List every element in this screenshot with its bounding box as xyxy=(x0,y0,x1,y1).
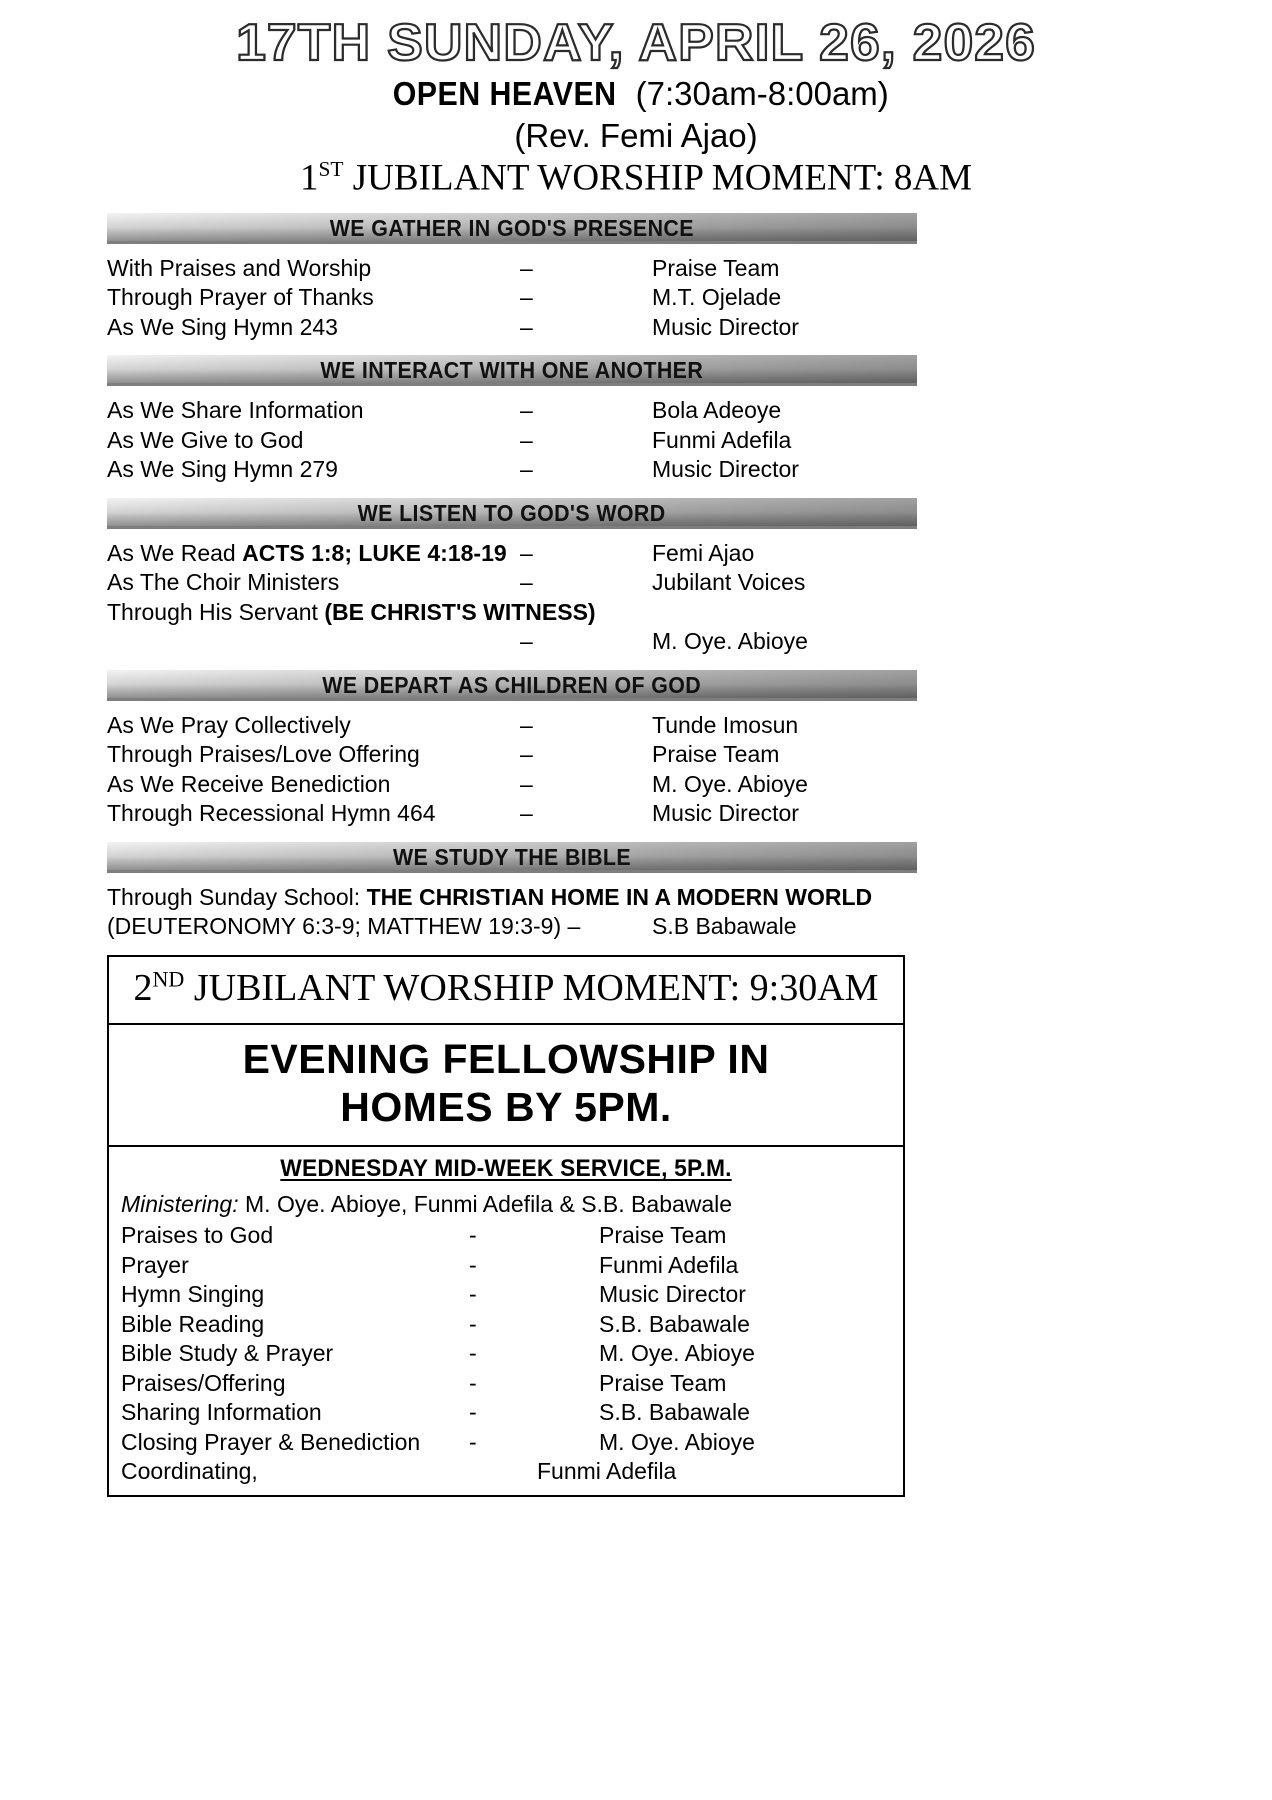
first-worship-moment-heading xyxy=(0,157,1272,200)
service-item: Through Prayer of Thanks xyxy=(107,284,374,311)
service-order-list xyxy=(107,396,1007,485)
service-dash: – xyxy=(520,456,533,483)
ministering-label: Ministering: xyxy=(121,1191,239,1218)
service-item: As We Give to God xyxy=(107,426,304,453)
wednesday-row xyxy=(121,1398,903,1428)
section-we-listen xyxy=(0,498,1272,657)
wednesday-service-section xyxy=(109,1147,903,1494)
section-we-study xyxy=(0,842,1272,942)
service-dash: – xyxy=(520,397,533,424)
moment-number: 1 xyxy=(299,156,319,198)
moment2-number: 2 xyxy=(133,967,153,1009)
service-row xyxy=(107,396,1007,426)
section-bar-wrap xyxy=(107,498,917,529)
wednesday-dash: - xyxy=(469,1281,477,1308)
service-person: Tunde Imosun xyxy=(652,711,799,738)
wednesday-dash: - xyxy=(469,1251,477,1278)
service-dash: – xyxy=(520,800,533,827)
wednesday-dash: - xyxy=(469,1428,477,1455)
wednesday-dash: - xyxy=(469,1222,477,1249)
service-person: Femi Ajao xyxy=(652,539,755,566)
wednesday-person: M. Oye. Abioye xyxy=(599,1340,755,1367)
section-heading-label: WE STUDY THE BIBLE xyxy=(392,843,632,870)
scripture-reference: (DEUTERONOMY 6:3-9; MATTHEW 19:3-9) – xyxy=(107,913,581,940)
service-person: Music Director xyxy=(652,456,799,483)
section-bar-wrap xyxy=(107,355,917,386)
service-item xyxy=(107,539,507,569)
open-heaven-line xyxy=(0,75,1272,114)
service-row xyxy=(107,740,1007,770)
service-dash: – xyxy=(520,741,533,768)
wednesday-service-list xyxy=(109,1221,903,1495)
service-person: Jubilant Voices xyxy=(652,569,806,596)
moment2-text: JUBILANT WORSHIP MOMENT: 9:30AM xyxy=(184,967,879,1009)
service-person: Music Director xyxy=(652,800,799,827)
service-row xyxy=(107,254,1007,284)
section-heading-label: WE LISTEN TO GOD'S WORD xyxy=(358,499,666,526)
wednesday-person: Praise Team xyxy=(599,1369,727,1396)
service-dash: – xyxy=(520,539,533,566)
wednesday-row xyxy=(121,1280,903,1310)
wednesday-item: Closing Prayer & Benediction xyxy=(121,1428,421,1455)
wednesday-row xyxy=(121,1428,903,1458)
moment-ordinal-suffix: ST xyxy=(318,156,344,181)
section-heading-label: WE DEPART AS CHILDREN OF GOD xyxy=(322,671,702,698)
wednesday-person: Praise Team xyxy=(599,1222,727,1249)
ministering-line xyxy=(109,1185,903,1221)
section-header-bar xyxy=(107,842,917,873)
service-order-list xyxy=(107,539,1007,657)
service-dash: – xyxy=(520,313,533,340)
coordinating-label: Coordinating, xyxy=(121,1458,258,1485)
section-heading-label: WE INTERACT WITH ONE ANOTHER xyxy=(320,357,704,384)
service-row xyxy=(107,598,1007,628)
page-title: 17TH SUNDAY, APRIL 26, 2026 xyxy=(236,14,1036,72)
service-person: Praise Team xyxy=(652,741,780,768)
wednesday-person: M. Oye. Abioye xyxy=(599,1428,755,1455)
service-row xyxy=(107,455,1007,485)
document-header xyxy=(0,16,1272,200)
service-row xyxy=(107,539,1007,569)
wednesday-row xyxy=(121,1221,903,1251)
sermon-title: (BE CHRIST'S WITNESS) xyxy=(324,598,596,625)
service-person: S.B Babawale xyxy=(652,913,797,940)
wednesday-row xyxy=(121,1339,903,1369)
evening-fellowship-heading xyxy=(109,1025,903,1146)
section-we-depart xyxy=(0,670,1272,829)
second-worship-moment-section xyxy=(109,957,903,1025)
section-header-bar xyxy=(107,498,917,529)
service-item-text: Through His Servant xyxy=(107,598,325,625)
wednesday-dash: - xyxy=(469,1369,477,1396)
service-row xyxy=(107,711,1007,741)
service-dash: – xyxy=(520,711,533,738)
coordinating-person: Funmi Adefila xyxy=(537,1458,677,1485)
service-item: With Praises and Worship xyxy=(107,254,372,281)
service-row xyxy=(107,883,1007,913)
service-person: Funmi Adefila xyxy=(652,426,792,453)
scripture-reference: ACTS 1:8; LUKE 4:18-19 xyxy=(242,539,507,566)
wednesday-dash: - xyxy=(469,1310,477,1337)
wednesday-dash: - xyxy=(469,1399,477,1426)
ministering-names: M. Oye. Abioye, Funmi Adefila & S.B. Babawale xyxy=(238,1191,733,1218)
service-dash: – xyxy=(520,284,533,311)
section-heading-label: WE GATHER IN GOD'S PRESENCE xyxy=(329,214,695,241)
wednesday-item: Praises/Offering xyxy=(121,1369,286,1396)
service-row xyxy=(107,627,1007,657)
service-dash: – xyxy=(520,628,533,655)
wednesday-row xyxy=(121,1369,903,1399)
wednesday-person: Funmi Adefila xyxy=(599,1251,739,1278)
service-row xyxy=(107,283,1007,313)
evening-fellowship-line-2: HOMES BY 5PM. xyxy=(340,1083,672,1130)
service-row xyxy=(107,912,1007,942)
evening-fellowship-line-1: EVENING FELLOWSHIP IN xyxy=(242,1035,770,1082)
service-item: As We Sing Hymn 279 xyxy=(107,456,338,483)
service-dash: – xyxy=(520,254,533,281)
evening-fellowship-section xyxy=(109,1025,903,1148)
service-dash: – xyxy=(520,770,533,797)
wednesday-person: Music Director xyxy=(599,1281,746,1308)
moment2-ordinal-suffix: ND xyxy=(152,966,185,992)
service-item: As We Share Information xyxy=(107,397,364,424)
wednesday-dash: - xyxy=(469,1340,477,1367)
announcements-box xyxy=(107,955,905,1497)
wednesday-item: Praises to God xyxy=(121,1222,274,1249)
minister-name: (Rev. Femi Ajao) xyxy=(514,117,758,155)
open-heaven-label: OPEN HEAVEN xyxy=(392,75,617,113)
service-row xyxy=(107,770,1007,800)
service-row xyxy=(107,426,1007,456)
sunday-school-topic: THE CHRISTIAN HOME IN A MODERN WORLD xyxy=(366,883,873,910)
wednesday-person: S.B. Babawale xyxy=(599,1310,750,1337)
service-person: M. Oye. Abioye xyxy=(652,628,808,655)
wednesday-row xyxy=(121,1251,903,1281)
service-person: Bola Adeoye xyxy=(652,397,782,424)
service-order-list xyxy=(107,883,1007,942)
service-person: Praise Team xyxy=(652,254,780,281)
service-item-text: As We Read xyxy=(107,539,243,566)
wednesday-row xyxy=(121,1310,903,1340)
wednesday-item: Bible Reading xyxy=(121,1310,265,1337)
service-dash: – xyxy=(520,569,533,596)
moment-text: JUBILANT WORSHIP MOMENT: 8AM xyxy=(343,156,973,198)
service-item: As We Receive Benediction xyxy=(107,770,391,797)
service-item xyxy=(107,883,872,913)
section-we-gather xyxy=(0,213,1272,343)
second-worship-moment-heading xyxy=(109,957,903,1023)
wednesday-item: Sharing Information xyxy=(121,1399,322,1426)
coordinating-row xyxy=(121,1457,903,1487)
open-heaven-time: (7:30am-8:00am) xyxy=(626,75,889,113)
service-row xyxy=(107,799,1007,829)
wednesday-item: Prayer xyxy=(121,1251,189,1278)
wednesday-item: Hymn Singing xyxy=(121,1281,265,1308)
service-item: Through Praises/Love Offering xyxy=(107,741,420,768)
service-order-list xyxy=(107,711,1007,829)
section-header-bar xyxy=(107,213,917,244)
service-item-text: Through Sunday School: xyxy=(107,883,367,910)
wednesday-service-heading: WEDNESDAY MID-WEEK SERVICE, 5P.M. xyxy=(280,1155,732,1183)
service-order-list xyxy=(107,254,1007,343)
service-person: M. Oye. Abioye xyxy=(652,770,808,797)
section-header-bar xyxy=(107,670,917,701)
service-item: Through Recessional Hymn 464 xyxy=(107,800,436,827)
section-we-interact xyxy=(0,355,1272,485)
service-item: As The Choir Ministers xyxy=(107,569,340,596)
service-row xyxy=(107,313,1007,343)
service-person: M.T. Ojelade xyxy=(652,284,782,311)
wednesday-person: S.B. Babawale xyxy=(599,1399,750,1426)
wednesday-item: Bible Study & Prayer xyxy=(121,1340,334,1367)
service-row xyxy=(107,568,1007,598)
section-bar-wrap xyxy=(107,842,917,873)
section-header-bar xyxy=(107,355,917,386)
service-person: Music Director xyxy=(652,313,799,340)
service-dash: – xyxy=(520,426,533,453)
service-item: As We Pray Collectively xyxy=(107,711,351,738)
section-bar-wrap xyxy=(107,670,917,701)
service-item: As We Sing Hymn 243 xyxy=(107,313,338,340)
service-item xyxy=(107,598,596,628)
section-bar-wrap xyxy=(107,213,917,244)
